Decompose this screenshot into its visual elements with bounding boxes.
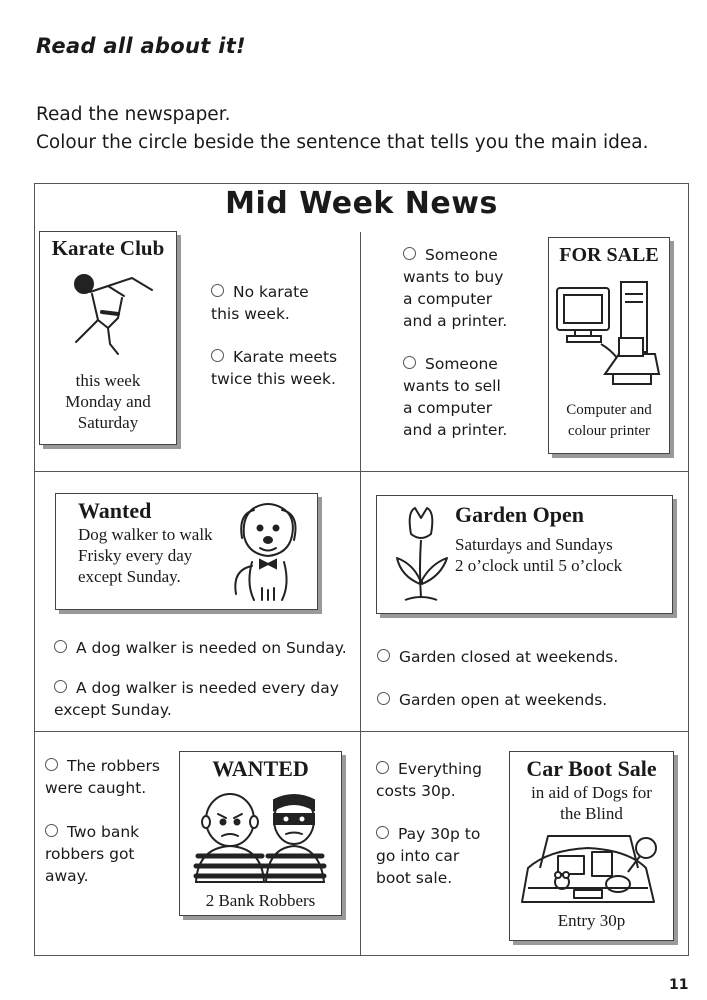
karate-ad-line: this week [75, 371, 141, 390]
answer-circle[interactable] [403, 356, 416, 369]
grid-divider [360, 232, 361, 956]
answer-circle[interactable] [377, 649, 390, 662]
carboot-option-2[interactable]: Pay 30p to go into car boot sale. [376, 825, 481, 887]
answer-circle[interactable] [45, 758, 58, 771]
garden-option-2[interactable]: Garden open at weekends. [377, 689, 677, 711]
dog-icon [224, 498, 312, 604]
answer-circle[interactable] [54, 680, 67, 693]
tulip-icon [391, 504, 453, 604]
dog-ad-line: except Sunday. [78, 567, 181, 586]
carboot-option-1[interactable]: Everything costs 30p. [376, 760, 482, 800]
dog-walker-ad [55, 493, 318, 610]
garden-ad-title: Garden Open [455, 502, 584, 527]
forsale-ad-line: Computer and [566, 402, 652, 418]
page-number: 11 [669, 977, 689, 993]
carboot-ad-title: Car Boot Sale [526, 756, 657, 781]
robbers-ad-title: WANTED [212, 756, 309, 781]
forsale-ad-title: FOR SALE [559, 244, 659, 266]
instruction-line-1: Read the newspaper. [36, 104, 231, 125]
instruction-line-2: Colour the circle beside the sentence that tells you the main idea. [36, 132, 649, 153]
robbers-ad-caption: 2 Bank Robbers [205, 891, 316, 910]
garden-option-1[interactable]: Garden closed at weekends. [377, 646, 677, 668]
karate-ad-title: Karate Club [51, 236, 165, 260]
karate-ad-line: Saturday [77, 413, 139, 432]
dog-option-2[interactable]: A dog walker is needed every day except Sunday. [54, 679, 339, 719]
grid-divider [34, 471, 689, 472]
karate-option-1[interactable]: No karate this week. [211, 283, 309, 323]
karate-option-2[interactable]: Karate meets twice this week. [211, 348, 338, 388]
robbers-icon [186, 786, 336, 884]
robbers-option-2[interactable]: Two bank robbers got away. [45, 823, 140, 885]
carboot-ad-footer: Entry 30p [557, 911, 626, 930]
garden-ad [376, 495, 673, 614]
dog-ad-title: Wanted [78, 498, 152, 523]
answer-circle[interactable] [211, 349, 224, 362]
page-title: Read all about it! [36, 34, 246, 58]
computer-printer-icon [555, 278, 663, 396]
answer-circle[interactable] [45, 824, 58, 837]
dog-option-1[interactable]: A dog walker is needed on Sunday. [54, 637, 359, 659]
carboot-ad-line: the Blind [560, 804, 623, 823]
car-boot-icon [518, 828, 668, 904]
carboot-ad-line: in aid of Dogs for [531, 783, 652, 802]
carboot-ad [509, 751, 674, 941]
answer-circle[interactable] [54, 640, 67, 653]
dog-ad-line: Dog walker to walk [78, 525, 213, 544]
answer-circle[interactable] [377, 692, 390, 705]
answer-circle[interactable] [376, 826, 389, 839]
forsale-option-1[interactable]: Someone wants to buy a computer and a printer. [403, 246, 508, 330]
garden-ad-line: Saturdays and Sundays [455, 535, 613, 554]
robbers-option-1[interactable]: The robbers were caught. [45, 757, 160, 797]
karate-kid-icon [62, 268, 156, 360]
answer-circle[interactable] [376, 761, 389, 774]
forsale-option-2[interactable]: Someone wants to sell a computer and a printer. [403, 355, 508, 439]
karate-ad-line: Monday and [65, 392, 151, 411]
dog-ad-line: Frisky every day [78, 546, 193, 565]
answer-circle[interactable] [211, 284, 224, 297]
newspaper-title: Mid Week News [225, 186, 498, 221]
forsale-ad [548, 237, 670, 454]
karate-ad [39, 231, 177, 445]
robbers-ad [179, 751, 342, 916]
forsale-ad-line: colour printer [567, 423, 651, 439]
answer-circle[interactable] [403, 247, 416, 260]
grid-divider [34, 731, 689, 732]
garden-ad-line: 2 o’clock until 5 o’clock [455, 556, 623, 575]
